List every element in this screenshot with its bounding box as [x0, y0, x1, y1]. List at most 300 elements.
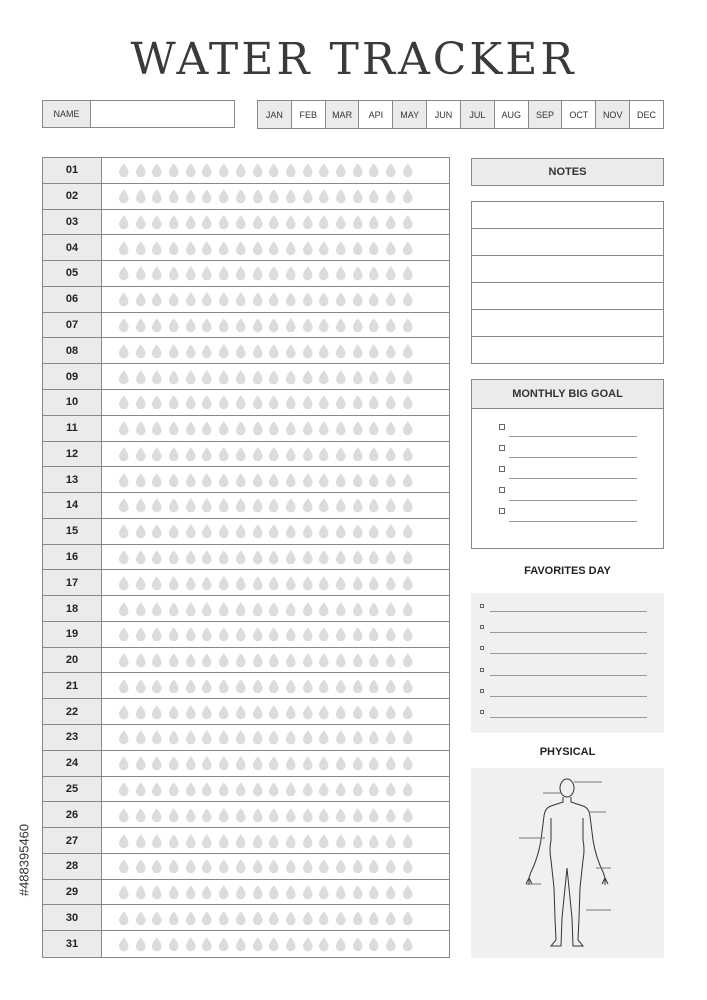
water-drop-icon[interactable]: [384, 240, 398, 256]
water-drop-icon[interactable]: [167, 936, 181, 952]
water-drop-icon[interactable]: [401, 858, 415, 874]
water-drop-icon[interactable]: [334, 523, 348, 539]
water-drop-icon[interactable]: [334, 575, 348, 591]
water-drop-icon[interactable]: [234, 910, 248, 926]
water-drop-icon[interactable]: [117, 704, 131, 720]
water-drop-icon[interactable]: [267, 884, 281, 900]
water-drop-icon[interactable]: [317, 523, 331, 539]
water-drop-icon[interactable]: [200, 369, 214, 385]
water-drop-icon[interactable]: [134, 265, 148, 281]
water-drop-icon[interactable]: [167, 446, 181, 462]
note-line[interactable]: [472, 310, 663, 337]
water-drop-icon[interactable]: [317, 240, 331, 256]
water-drop-icon[interactable]: [234, 523, 248, 539]
water-drop-icon[interactable]: [134, 884, 148, 900]
water-drop-icon[interactable]: [134, 472, 148, 488]
water-drop-icon[interactable]: [184, 936, 198, 952]
water-drop-icon[interactable]: [167, 265, 181, 281]
water-drop-icon[interactable]: [334, 162, 348, 178]
water-drop-icon[interactable]: [267, 240, 281, 256]
water-drop-icon[interactable]: [150, 549, 164, 565]
water-drop-icon[interactable]: [384, 446, 398, 462]
water-drop-icon[interactable]: [317, 678, 331, 694]
water-drop-icon[interactable]: [301, 188, 315, 204]
month-mar[interactable]: MAR: [326, 101, 360, 128]
water-drop-icon[interactable]: [200, 446, 214, 462]
water-drop-icon[interactable]: [317, 858, 331, 874]
water-drop-icon[interactable]: [367, 910, 381, 926]
water-drop-icon[interactable]: [251, 910, 265, 926]
water-drop-icon[interactable]: [134, 214, 148, 230]
water-drop-icon[interactable]: [301, 652, 315, 668]
water-drop-icon[interactable]: [134, 317, 148, 333]
water-drop-icon[interactable]: [234, 704, 248, 720]
water-drop-icon[interactable]: [184, 420, 198, 436]
water-drop-icon[interactable]: [150, 884, 164, 900]
water-drop-icon[interactable]: [150, 652, 164, 668]
water-drop-icon[interactable]: [251, 317, 265, 333]
water-drop-icon[interactable]: [267, 729, 281, 745]
water-drop-icon[interactable]: [401, 162, 415, 178]
checkbox[interactable]: [480, 689, 484, 693]
water-drop-icon[interactable]: [334, 755, 348, 771]
water-drop-icon[interactable]: [200, 343, 214, 359]
water-drop-icon[interactable]: [301, 446, 315, 462]
water-drop-icon[interactable]: [401, 291, 415, 307]
month-api[interactable]: API: [359, 101, 393, 128]
water-drop-icon[interactable]: [367, 420, 381, 436]
water-drop-icon[interactable]: [134, 240, 148, 256]
water-drop-icon[interactable]: [301, 162, 315, 178]
water-drop-icon[interactable]: [317, 265, 331, 281]
water-drop-icon[interactable]: [367, 626, 381, 642]
water-drop-icon[interactable]: [401, 523, 415, 539]
water-drop-icon[interactable]: [134, 807, 148, 823]
month-sep[interactable]: SEP: [529, 101, 563, 128]
water-drop-icon[interactable]: [134, 394, 148, 410]
water-drop-icon[interactable]: [117, 781, 131, 797]
water-drop-icon[interactable]: [200, 910, 214, 926]
water-drop-icon[interactable]: [184, 394, 198, 410]
water-drop-icon[interactable]: [301, 729, 315, 745]
water-drop-icon[interactable]: [234, 188, 248, 204]
water-drop-icon[interactable]: [317, 807, 331, 823]
water-drop-icon[interactable]: [150, 704, 164, 720]
water-drop-icon[interactable]: [150, 497, 164, 513]
water-drop-icon[interactable]: [284, 704, 298, 720]
month-feb[interactable]: FEB: [292, 101, 326, 128]
water-drop-icon[interactable]: [217, 858, 231, 874]
water-drop-icon[interactable]: [384, 833, 398, 849]
favorite-item[interactable]: [480, 602, 647, 612]
water-drop-icon[interactable]: [234, 291, 248, 307]
water-drop-icon[interactable]: [217, 343, 231, 359]
water-drop-icon[interactable]: [284, 652, 298, 668]
water-drop-icon[interactable]: [317, 549, 331, 565]
water-drop-icon[interactable]: [217, 188, 231, 204]
water-drop-icon[interactable]: [217, 369, 231, 385]
water-drop-icon[interactable]: [384, 317, 398, 333]
water-drop-icon[interactable]: [334, 472, 348, 488]
water-drop-icon[interactable]: [367, 497, 381, 513]
water-drop-icon[interactable]: [367, 807, 381, 823]
month-jun[interactable]: JUN: [427, 101, 461, 128]
water-drop-icon[interactable]: [200, 265, 214, 281]
water-drop-icon[interactable]: [351, 755, 365, 771]
water-drop-icon[interactable]: [200, 394, 214, 410]
checkbox[interactable]: [499, 487, 505, 493]
water-drop-icon[interactable]: [234, 729, 248, 745]
water-drop-icon[interactable]: [251, 291, 265, 307]
water-drop-icon[interactable]: [384, 369, 398, 385]
water-drop-icon[interactable]: [267, 394, 281, 410]
water-drop-icon[interactable]: [200, 678, 214, 694]
water-drop-icon[interactable]: [384, 858, 398, 874]
water-drop-icon[interactable]: [317, 369, 331, 385]
water-drop-icon[interactable]: [317, 394, 331, 410]
water-drop-icon[interactable]: [117, 420, 131, 436]
water-drop-icon[interactable]: [301, 343, 315, 359]
water-drop-icon[interactable]: [217, 240, 231, 256]
water-drop-icon[interactable]: [217, 523, 231, 539]
water-drop-icon[interactable]: [384, 549, 398, 565]
note-line[interactable]: [472, 256, 663, 283]
water-drop-icon[interactable]: [367, 214, 381, 230]
water-drop-icon[interactable]: [401, 833, 415, 849]
goal-item[interactable]: [499, 416, 637, 437]
water-drop-icon[interactable]: [301, 420, 315, 436]
water-drop-icon[interactable]: [401, 420, 415, 436]
water-drop-icon[interactable]: [184, 265, 198, 281]
water-drop-icon[interactable]: [167, 369, 181, 385]
water-drop-icon[interactable]: [134, 729, 148, 745]
water-drop-icon[interactable]: [267, 704, 281, 720]
water-drop-icon[interactable]: [384, 626, 398, 642]
water-drop-icon[interactable]: [251, 678, 265, 694]
water-drop-icon[interactable]: [150, 369, 164, 385]
water-drop-icon[interactable]: [134, 369, 148, 385]
water-drop-icon[interactable]: [167, 575, 181, 591]
water-drop-icon[interactable]: [317, 472, 331, 488]
water-drop-icon[interactable]: [184, 472, 198, 488]
water-drop-icon[interactable]: [401, 497, 415, 513]
water-drop-icon[interactable]: [184, 497, 198, 513]
water-drop-icon[interactable]: [351, 549, 365, 565]
water-drop-icon[interactable]: [401, 884, 415, 900]
month-aug[interactable]: AUG: [495, 101, 529, 128]
water-drop-icon[interactable]: [251, 884, 265, 900]
water-drop-icon[interactable]: [401, 265, 415, 281]
water-drop-icon[interactable]: [267, 497, 281, 513]
water-drop-icon[interactable]: [251, 394, 265, 410]
water-drop-icon[interactable]: [184, 369, 198, 385]
water-drop-icon[interactable]: [200, 291, 214, 307]
water-drop-icon[interactable]: [351, 626, 365, 642]
water-drop-icon[interactable]: [267, 265, 281, 281]
water-drop-icon[interactable]: [117, 343, 131, 359]
water-drop-icon[interactable]: [217, 446, 231, 462]
water-drop-icon[interactable]: [167, 729, 181, 745]
water-drop-icon[interactable]: [217, 704, 231, 720]
water-drop-icon[interactable]: [284, 575, 298, 591]
water-drop-icon[interactable]: [401, 807, 415, 823]
water-drop-icon[interactable]: [334, 394, 348, 410]
water-drop-icon[interactable]: [134, 704, 148, 720]
water-drop-icon[interactable]: [317, 755, 331, 771]
water-drop-icon[interactable]: [251, 781, 265, 797]
water-drop-icon[interactable]: [267, 523, 281, 539]
water-drop-icon[interactable]: [200, 652, 214, 668]
water-drop-icon[interactable]: [234, 497, 248, 513]
water-drop-icon[interactable]: [184, 858, 198, 874]
water-drop-icon[interactable]: [301, 317, 315, 333]
water-drop-icon[interactable]: [234, 626, 248, 642]
water-drop-icon[interactable]: [117, 601, 131, 617]
water-drop-icon[interactable]: [334, 188, 348, 204]
water-drop-icon[interactable]: [317, 317, 331, 333]
water-drop-icon[interactable]: [334, 858, 348, 874]
water-drop-icon[interactable]: [217, 626, 231, 642]
water-drop-icon[interactable]: [351, 369, 365, 385]
water-drop-icon[interactable]: [217, 781, 231, 797]
water-drop-icon[interactable]: [134, 755, 148, 771]
water-drop-icon[interactable]: [384, 472, 398, 488]
water-drop-icon[interactable]: [401, 317, 415, 333]
water-drop-icon[interactable]: [284, 858, 298, 874]
water-drop-icon[interactable]: [117, 265, 131, 281]
water-drop-icon[interactable]: [251, 833, 265, 849]
water-drop-icon[interactable]: [167, 781, 181, 797]
water-drop-icon[interactable]: [401, 755, 415, 771]
water-drop-icon[interactable]: [267, 781, 281, 797]
water-drop-icon[interactable]: [200, 497, 214, 513]
water-drop-icon[interactable]: [184, 626, 198, 642]
water-drop-icon[interactable]: [351, 343, 365, 359]
water-drop-icon[interactable]: [267, 575, 281, 591]
water-drop-icon[interactable]: [401, 678, 415, 694]
water-drop-icon[interactable]: [401, 549, 415, 565]
water-drop-icon[interactable]: [401, 214, 415, 230]
water-drop-icon[interactable]: [384, 214, 398, 230]
water-drop-icon[interactable]: [167, 188, 181, 204]
water-drop-icon[interactable]: [301, 575, 315, 591]
water-drop-icon[interactable]: [184, 446, 198, 462]
water-drop-icon[interactable]: [334, 497, 348, 513]
water-drop-icon[interactable]: [301, 781, 315, 797]
water-drop-icon[interactable]: [167, 704, 181, 720]
water-drop-icon[interactable]: [284, 626, 298, 642]
water-drop-icon[interactable]: [401, 781, 415, 797]
water-drop-icon[interactable]: [334, 704, 348, 720]
water-drop-icon[interactable]: [251, 858, 265, 874]
water-drop-icon[interactable]: [284, 807, 298, 823]
water-drop-icon[interactable]: [317, 884, 331, 900]
water-drop-icon[interactable]: [150, 162, 164, 178]
water-drop-icon[interactable]: [351, 497, 365, 513]
water-drop-icon[interactable]: [317, 781, 331, 797]
water-drop-icon[interactable]: [184, 240, 198, 256]
water-drop-icon[interactable]: [284, 833, 298, 849]
water-drop-icon[interactable]: [367, 704, 381, 720]
water-drop-icon[interactable]: [150, 317, 164, 333]
water-drop-icon[interactable]: [317, 420, 331, 436]
water-drop-icon[interactable]: [284, 910, 298, 926]
water-drop-icon[interactable]: [267, 755, 281, 771]
water-drop-icon[interactable]: [167, 910, 181, 926]
water-drop-icon[interactable]: [200, 549, 214, 565]
water-drop-icon[interactable]: [401, 240, 415, 256]
water-drop-icon[interactable]: [267, 549, 281, 565]
water-drop-icon[interactable]: [251, 936, 265, 952]
water-drop-icon[interactable]: [301, 265, 315, 281]
water-drop-icon[interactable]: [200, 936, 214, 952]
water-drop-icon[interactable]: [367, 549, 381, 565]
water-drop-icon[interactable]: [134, 781, 148, 797]
water-drop-icon[interactable]: [267, 162, 281, 178]
water-drop-icon[interactable]: [301, 833, 315, 849]
water-drop-icon[interactable]: [284, 678, 298, 694]
water-drop-icon[interactable]: [150, 858, 164, 874]
water-drop-icon[interactable]: [217, 472, 231, 488]
water-drop-icon[interactable]: [234, 755, 248, 771]
water-drop-icon[interactable]: [184, 704, 198, 720]
water-drop-icon[interactable]: [134, 523, 148, 539]
water-drop-icon[interactable]: [251, 214, 265, 230]
water-drop-icon[interactable]: [117, 936, 131, 952]
water-drop-icon[interactable]: [251, 162, 265, 178]
water-drop-icon[interactable]: [351, 472, 365, 488]
water-drop-icon[interactable]: [150, 446, 164, 462]
note-line[interactable]: [472, 202, 663, 229]
water-drop-icon[interactable]: [367, 369, 381, 385]
water-drop-icon[interactable]: [351, 291, 365, 307]
water-drop-icon[interactable]: [200, 601, 214, 617]
water-drop-icon[interactable]: [317, 936, 331, 952]
water-drop-icon[interactable]: [384, 936, 398, 952]
water-drop-icon[interactable]: [251, 755, 265, 771]
water-drop-icon[interactable]: [150, 601, 164, 617]
water-drop-icon[interactable]: [200, 240, 214, 256]
water-drop-icon[interactable]: [334, 936, 348, 952]
water-drop-icon[interactable]: [367, 240, 381, 256]
water-drop-icon[interactable]: [251, 626, 265, 642]
favorite-item[interactable]: [480, 644, 647, 654]
water-drop-icon[interactable]: [334, 678, 348, 694]
water-drop-icon[interactable]: [234, 369, 248, 385]
water-drop-icon[interactable]: [167, 833, 181, 849]
water-drop-icon[interactable]: [200, 833, 214, 849]
water-drop-icon[interactable]: [150, 781, 164, 797]
water-drop-icon[interactable]: [267, 343, 281, 359]
water-drop-icon[interactable]: [384, 678, 398, 694]
water-drop-icon[interactable]: [251, 265, 265, 281]
water-drop-icon[interactable]: [217, 910, 231, 926]
goal-item[interactable]: [499, 480, 637, 501]
water-drop-icon[interactable]: [150, 755, 164, 771]
water-drop-icon[interactable]: [384, 704, 398, 720]
water-drop-icon[interactable]: [301, 626, 315, 642]
water-drop-icon[interactable]: [334, 446, 348, 462]
water-drop-icon[interactable]: [251, 472, 265, 488]
water-drop-icon[interactable]: [234, 833, 248, 849]
water-drop-icon[interactable]: [117, 575, 131, 591]
water-drop-icon[interactable]: [217, 549, 231, 565]
water-drop-icon[interactable]: [317, 652, 331, 668]
water-drop-icon[interactable]: [184, 523, 198, 539]
water-drop-icon[interactable]: [351, 910, 365, 926]
water-drop-icon[interactable]: [200, 214, 214, 230]
water-drop-icon[interactable]: [284, 291, 298, 307]
water-drop-icon[interactable]: [284, 369, 298, 385]
water-drop-icon[interactable]: [200, 162, 214, 178]
water-drop-icon[interactable]: [401, 472, 415, 488]
water-drop-icon[interactable]: [351, 884, 365, 900]
water-drop-icon[interactable]: [234, 549, 248, 565]
water-drop-icon[interactable]: [351, 162, 365, 178]
water-drop-icon[interactable]: [251, 369, 265, 385]
notes-box[interactable]: [471, 201, 664, 364]
water-drop-icon[interactable]: [184, 549, 198, 565]
water-drop-icon[interactable]: [117, 626, 131, 642]
water-drop-icon[interactable]: [334, 910, 348, 926]
water-drop-icon[interactable]: [117, 833, 131, 849]
water-drop-icon[interactable]: [167, 394, 181, 410]
water-drop-icon[interactable]: [234, 394, 248, 410]
water-drop-icon[interactable]: [234, 420, 248, 436]
water-drop-icon[interactable]: [334, 652, 348, 668]
water-drop-icon[interactable]: [150, 910, 164, 926]
month-jul[interactable]: JUL: [461, 101, 495, 128]
water-drop-icon[interactable]: [284, 420, 298, 436]
water-drop-icon[interactable]: [251, 807, 265, 823]
water-drop-icon[interactable]: [267, 601, 281, 617]
water-drop-icon[interactable]: [367, 781, 381, 797]
water-drop-icon[interactable]: [217, 807, 231, 823]
water-drop-icon[interactable]: [251, 240, 265, 256]
water-drop-icon[interactable]: [384, 575, 398, 591]
water-drop-icon[interactable]: [301, 369, 315, 385]
checkbox[interactable]: [480, 646, 484, 650]
water-drop-icon[interactable]: [367, 936, 381, 952]
water-drop-icon[interactable]: [267, 858, 281, 874]
water-drop-icon[interactable]: [334, 265, 348, 281]
water-drop-icon[interactable]: [401, 626, 415, 642]
water-drop-icon[interactable]: [134, 575, 148, 591]
checkbox[interactable]: [499, 424, 505, 430]
water-drop-icon[interactable]: [351, 214, 365, 230]
water-drop-icon[interactable]: [401, 910, 415, 926]
water-drop-icon[interactable]: [117, 472, 131, 488]
water-drop-icon[interactable]: [384, 652, 398, 668]
note-line[interactable]: [472, 337, 663, 364]
water-drop-icon[interactable]: [150, 678, 164, 694]
water-drop-icon[interactable]: [284, 497, 298, 513]
water-drop-icon[interactable]: [200, 575, 214, 591]
water-drop-icon[interactable]: [234, 781, 248, 797]
water-drop-icon[interactable]: [401, 188, 415, 204]
goal-item[interactable]: [499, 458, 637, 479]
water-drop-icon[interactable]: [267, 214, 281, 230]
water-drop-icon[interactable]: [117, 755, 131, 771]
water-drop-icon[interactable]: [184, 729, 198, 745]
water-drop-icon[interactable]: [284, 472, 298, 488]
water-drop-icon[interactable]: [351, 265, 365, 281]
water-drop-icon[interactable]: [217, 936, 231, 952]
water-drop-icon[interactable]: [117, 188, 131, 204]
water-drop-icon[interactable]: [234, 472, 248, 488]
water-drop-icon[interactable]: [167, 497, 181, 513]
water-drop-icon[interactable]: [334, 214, 348, 230]
